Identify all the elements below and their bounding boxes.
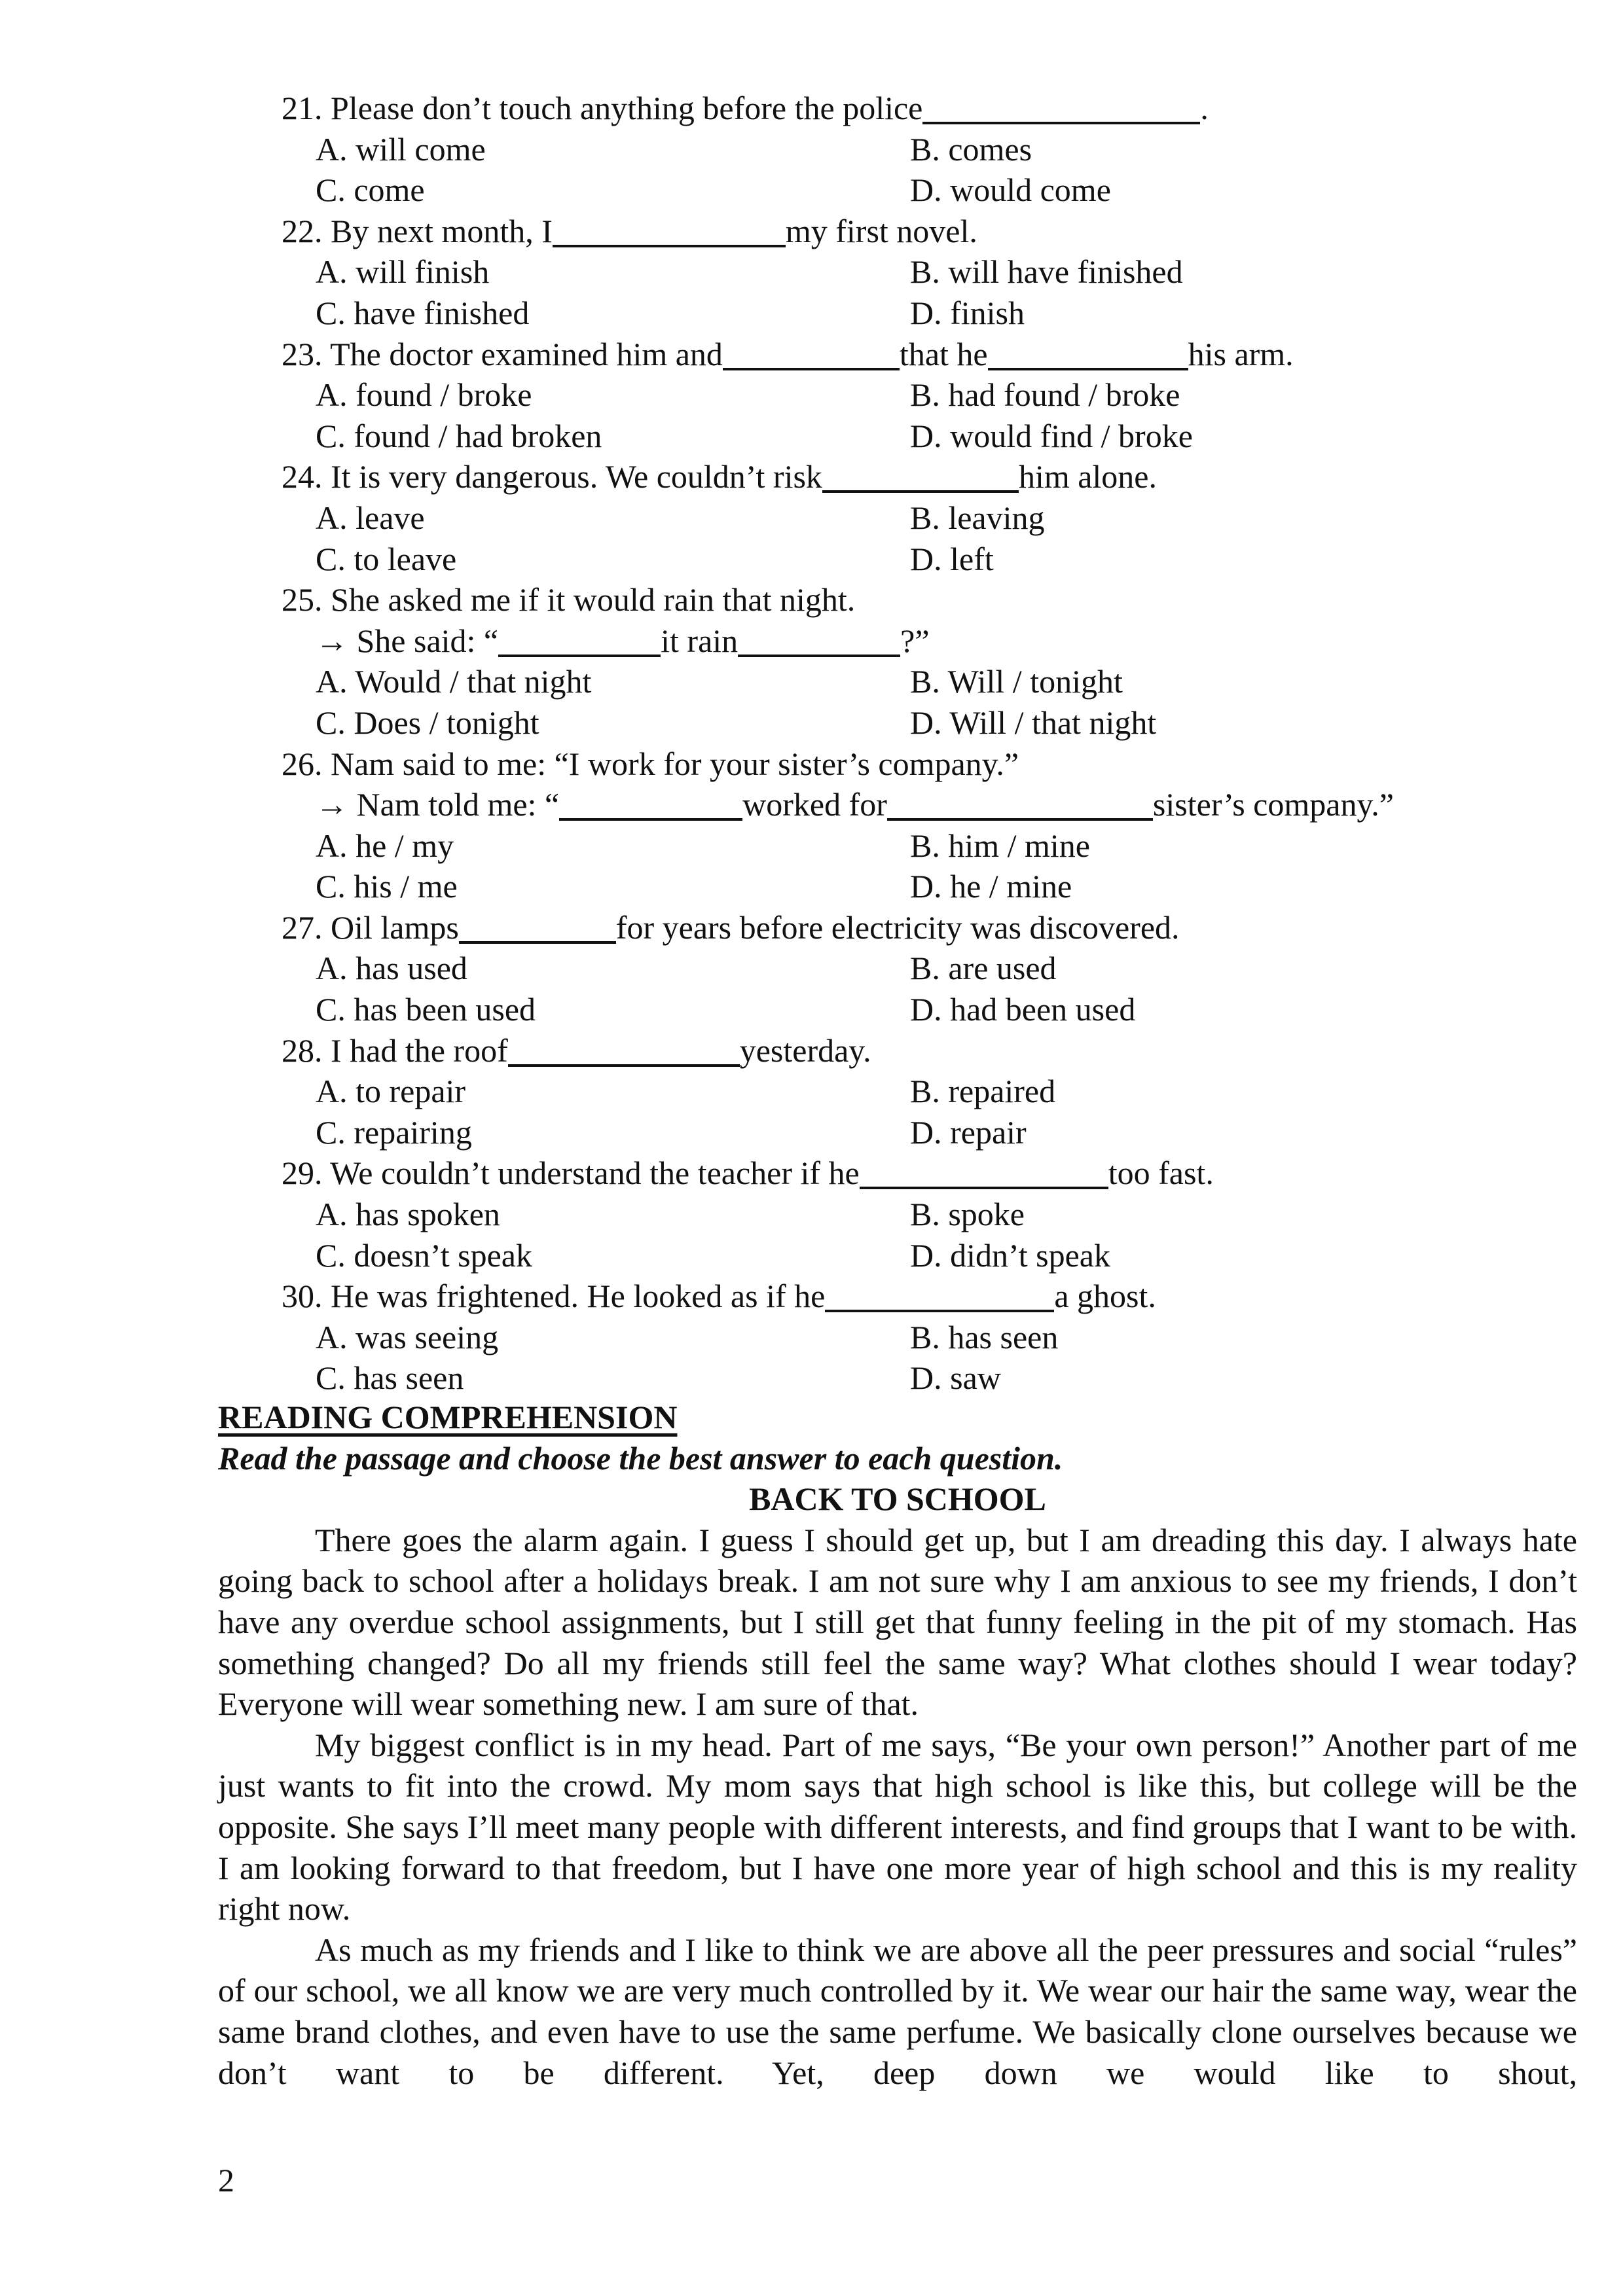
paragraph-3: As much as my friends and I like to think we are above all the peer pressures and social “rules” of our school, we all know we are very much controlled by it. We wear our hair the same way, wear the same brand clothes, and even have to use the same perfume. We basically clone ourselves because we don’t want to be different. Yet, deep down we would like to shout,: [218, 1931, 1577, 2091]
question-stem: [282, 211, 1578, 252]
stem-text: By next month, I: [331, 212, 553, 249]
stem-text: worked for: [742, 786, 887, 823]
stem-text: She asked me if it would rain that night.: [331, 581, 856, 619]
question-stem: [282, 579, 1578, 620]
answer-blank: [498, 624, 661, 657]
options: [282, 129, 1578, 211]
option-b: B. are used: [910, 950, 1057, 987]
answer-blank: [553, 215, 786, 247]
question-stem: [282, 1030, 1578, 1071]
option-c: C. have finished: [316, 294, 530, 331]
page-number: 2: [218, 2162, 234, 2198]
answer-blank: [922, 92, 1200, 124]
options: [282, 251, 1578, 333]
stem-text: him alone.: [1018, 458, 1157, 495]
option-a: A. he / my: [316, 827, 454, 864]
option-c: C. found / had broken: [316, 417, 602, 454]
options: [282, 1071, 1578, 1153]
option-a: A. found / broke: [316, 376, 532, 414]
question-21: [282, 88, 1578, 211]
stem-text: Nam said to me: “I work for your sister’s company.”: [331, 745, 1019, 782]
answer-blank: [887, 788, 1153, 821]
stem-text: He was frightened. He looked as if he: [331, 1278, 826, 1315]
stem-text: Please don’t touch anything before the police: [331, 90, 923, 126]
question-stem: [282, 334, 1578, 375]
option-d: D. Will / that night: [910, 704, 1157, 741]
stem-text: She said: “: [356, 622, 499, 659]
option-b: B. Will / tonight: [910, 663, 1123, 700]
option-d: D. repair: [910, 1113, 1027, 1151]
section-title: READING COMPREHENSION: [218, 1399, 678, 1435]
option-c: C. to leave: [316, 540, 457, 577]
option-a: A. has spoken: [316, 1196, 500, 1233]
option-d: D. would come: [910, 171, 1111, 209]
question-number: 21.: [282, 90, 323, 126]
stem-text: it rain: [661, 622, 739, 659]
question-23: [282, 334, 1578, 457]
option-c: C. repairing: [316, 1113, 472, 1151]
paragraph-2: My biggest conflict is in my head. Part of me says, “Be your own person!” Another part of me just wants to fit into the crowd. My mom says that high school is like this, but college will be the opposite. She says I’ll meet many people with different interests, and find groups that I want to be with. I am looking forward to that freedom, but I have one more year of high school and this is my reality right now.: [218, 1726, 1577, 1928]
reported-speech-line: [282, 784, 1578, 825]
question-stem: [282, 1153, 1578, 1194]
option-a: A. leave: [316, 499, 425, 536]
option-b: B. had found / broke: [910, 376, 1180, 414]
options: [282, 661, 1578, 743]
option-d: D. saw: [910, 1359, 1001, 1397]
option-d: D. left: [910, 540, 994, 577]
stem-text: .: [1200, 90, 1209, 126]
question-number: 23.: [282, 335, 323, 372]
answer-blank: [459, 911, 616, 944]
stem-text: It is very dangerous. We couldn’t risk: [331, 458, 822, 495]
options: [282, 374, 1578, 456]
passage-title: BACK TO SCHOOL: [749, 1480, 1046, 1518]
question-number: 24.: [282, 458, 323, 495]
arrow-right-icon: →: [316, 786, 348, 823]
question-25: [282, 579, 1578, 743]
stem-text: his arm.: [1188, 335, 1294, 372]
option-b: B. leaving: [910, 499, 1045, 536]
question-stem: [282, 88, 1578, 129]
question-number: 30.: [282, 1278, 323, 1315]
stem-text: that he: [899, 335, 988, 372]
question-stem: [282, 907, 1578, 948]
options: [282, 825, 1578, 907]
answer-blank: [822, 460, 1019, 493]
question-number: 26.: [282, 745, 323, 782]
answer-blank: [738, 624, 900, 657]
option-c: C. has been used: [316, 991, 536, 1028]
question-29: [282, 1153, 1578, 1276]
question-stem: [282, 1276, 1578, 1317]
stem-text: Nam told me: “: [356, 786, 560, 823]
option-c: C. has seen: [316, 1359, 464, 1397]
instruction: Read the passage and choose the best answer to each question.: [218, 1439, 1063, 1477]
stem-text: ?”: [900, 622, 930, 659]
answer-blank: [988, 338, 1188, 370]
option-b: B. has seen: [910, 1318, 1059, 1355]
option-d: D. he / mine: [910, 868, 1072, 905]
stem-text: We couldn’t understand the teacher if he: [330, 1155, 860, 1192]
option-a: A. was seeing: [316, 1318, 499, 1355]
stem-text: sister’s company.”: [1152, 786, 1394, 823]
options: [282, 497, 1578, 579]
options: [282, 948, 1578, 1030]
question-27: [282, 907, 1578, 1030]
option-a: A. Would / that night: [316, 663, 592, 700]
question-number: 29.: [282, 1155, 323, 1192]
option-c: C. doesn’t speak: [316, 1236, 532, 1274]
answer-blank: [825, 1280, 1054, 1312]
stem-text: for years before electricity was discovered.: [615, 908, 1180, 946]
stem-text: my first novel.: [785, 212, 977, 249]
option-a: A. has used: [316, 950, 467, 987]
stem-text: Oil lamps: [331, 908, 459, 946]
question-30: [282, 1276, 1578, 1399]
question-stem: [282, 744, 1578, 785]
option-d: D. finish: [910, 294, 1025, 331]
question-number: 28.: [282, 1031, 323, 1069]
option-b: B. comes: [910, 130, 1032, 168]
stem-text: The doctor examined him and: [330, 335, 723, 372]
option-a: A. to repair: [316, 1073, 466, 1110]
options: [282, 1317, 1578, 1399]
option-a: A. will finish: [316, 253, 490, 291]
question-28: [282, 1030, 1578, 1153]
option-d: D. would find / broke: [910, 417, 1193, 454]
options: [282, 1194, 1578, 1276]
question-22: [282, 211, 1578, 334]
option-b: B. will have finished: [910, 253, 1183, 291]
question-24: [282, 456, 1578, 579]
question-number: 27.: [282, 908, 323, 946]
answer-blank: [723, 338, 900, 370]
stem-text: yesterday.: [739, 1031, 871, 1069]
option-c: C. his / me: [316, 868, 458, 905]
question-26: [282, 744, 1578, 907]
question-list: [282, 88, 1578, 1399]
stem-text: a ghost.: [1054, 1278, 1156, 1315]
option-a: A. will come: [316, 130, 486, 168]
answer-blank: [508, 1034, 740, 1067]
question-stem: [282, 456, 1578, 497]
stem-text: I had the roof: [331, 1031, 508, 1069]
reading-section: [218, 1397, 1577, 2093]
option-d: D. didn’t speak: [910, 1236, 1110, 1274]
option-b: B. him / mine: [910, 827, 1090, 864]
option-b: B. spoke: [910, 1196, 1025, 1233]
question-number: 22.: [282, 212, 323, 249]
option-b: B. repaired: [910, 1073, 1056, 1110]
option-c: C. Does / tonight: [316, 704, 539, 741]
answer-blank: [860, 1157, 1108, 1189]
paragraph-1: There goes the alarm again. I guess I should get up, but I am dreading this day. I always hate going back to school after a holidays break. I am not sure why I am anxious to see my friends, I don’t have any overdue school assignments, but I still get that funny feeling in the pit of my stomach. Has something changed? Do all my friends still feel the same way? What clothes should I wear today? Everyone will wear something new. I am sure of that.: [218, 1521, 1577, 1723]
question-number: 25.: [282, 581, 323, 619]
option-d: D. had been used: [910, 991, 1136, 1028]
option-c: C. come: [316, 171, 425, 209]
arrow-right-icon: →: [316, 622, 348, 659]
reported-speech-line: [282, 620, 1578, 662]
stem-text: too fast.: [1108, 1155, 1214, 1192]
answer-blank: [559, 788, 742, 821]
